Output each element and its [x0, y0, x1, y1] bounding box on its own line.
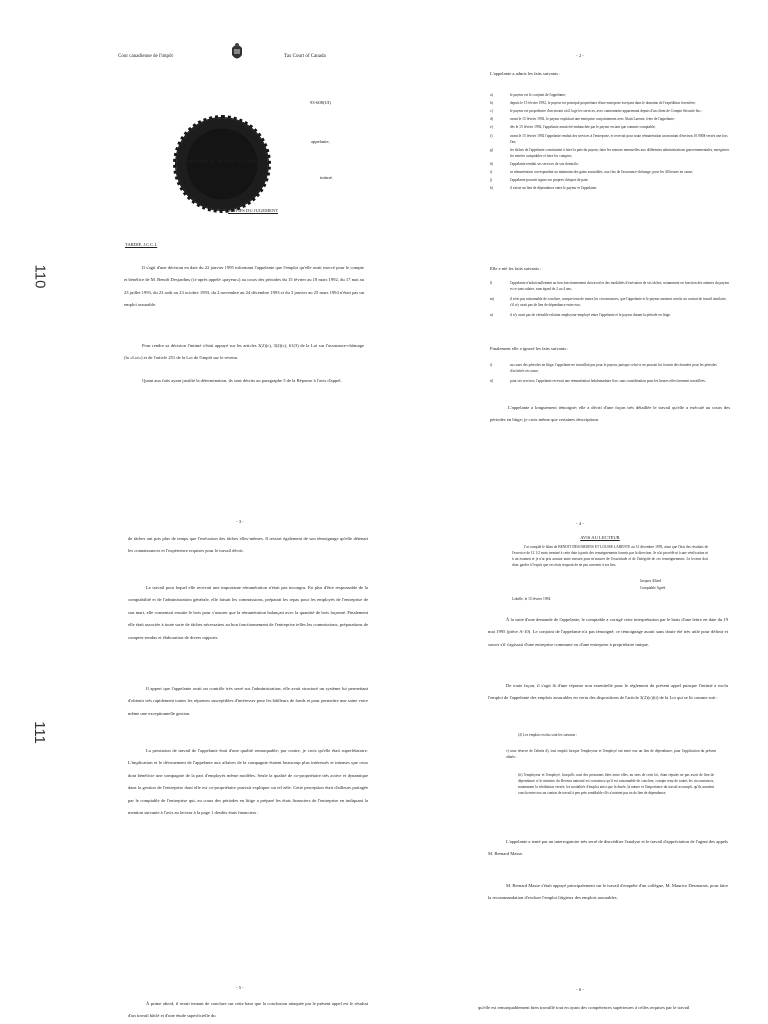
- fact-item: [490, 169, 730, 175]
- file-number: 93-608(UI): [310, 100, 331, 105]
- fact-text: sa rémunération correspondait au minimum des gains assurables, aux fins de l'assurance-chômage, pour les 40 heures en cause;: [510, 170, 693, 175]
- fact-letter: g): [490, 147, 493, 152]
- fact-text: il n'y avait pas de véritable relation employeur-employé entre l'appelante et le payeur durant la période en litige.: [510, 313, 671, 318]
- fact-text: le payeur est propriétaire d'un terrain où il loge les services, avec camionnette appartenant depuis d'un client de Compte Sécurité Inc.;: [510, 109, 703, 114]
- fact-text: dès le 15 février 1992, l'appelante aurait été embauchée par le payeur en tant que commis-comptable;: [510, 125, 656, 130]
- page4-paragraph-4: M. Bernard Masse s'était appuyé principalement sur le travail d'enquête d'un collègue, M. Maurice Desmarais, pour faire la recommandation d'exclure l'emploi litigieux des emplois assurables.: [488, 883, 728, 901]
- law-quote-2: c) sous réserve de l'alinéa d), tout emploi lorsque l'employeur et l'employé ont entre eux un lien de dépendance, pour l'application du présent alinéa :: [506, 749, 716, 760]
- fact-text: le payeur est le conjoint de l'appelante;: [510, 93, 566, 97]
- fact-text: il existe un lien de dépendance entre le payeur et l'appelante.: [510, 186, 598, 191]
- fact-item: [490, 296, 730, 308]
- page3-number: - 3 -: [236, 519, 244, 524]
- fact-text: les tâches de l'appelante consistaient à faire la paie du payeur, faire les remises mensuelles aux différentes administrations gouvernementales, enregistrer les entrées comptables et faire les comptes;: [510, 147, 730, 158]
- fact-text: l'appelante n'aidait nullement au bon fonctionnement du travail et des modalités d'exécution de ses tâches, notamment en fonction des attentes du payeur et ce sans salaire, sans égard de 2 ou 4 ans;: [510, 281, 730, 292]
- page6-paragraph-1: qu'elle est remarquablement bien travaillé tout en ayant des compétences supérieures à celles requises par le travail: [478, 1005, 690, 1010]
- notice-place-date: Labelle, le 15 février 1994.: [512, 597, 552, 601]
- fact-item: [490, 177, 730, 183]
- nied-intro: Elle a nié les faits suivants :: [490, 266, 542, 271]
- fact-text: l'appelante pouvait signer ses propres chèques de paie;: [510, 178, 589, 183]
- judge-name: TARDIF, J.C.C.I.: [125, 242, 158, 247]
- ignored-intro: Finalement elle a ignoré les faits suivants :: [490, 346, 569, 351]
- page4-paragraph-2: De toute façon, il s'agit là d'une réponse non essentielle pour le règlement du présent appel puisque l'intimé a exclu l'emploi de l'appelante des emplois assurables en vertu des dispositions de l'article 3(2)(c)(ii) de la Loi qui se lit comme suit :: [488, 683, 728, 701]
- fact-letter: ii): [490, 379, 494, 384]
- page3-paragraph-2: Le travail pour lequel elle recevait une importante rémunération n'était pas incongru. En plus d'être responsable de la comptabilité et de l'administration générale, elle faisait les commissions, préparait les repas pour les employés de l'entreprise de son mari, elle consentait ensuite le bois pour s'assurer que la rémunération balançait avec la quantité de bois façonné. Finalement elle était associée à toute sorte de tâches nécessaires au bon fonctionnement de l'entreprise telles les commissions, préparations de comptes-rendus et élaboration de divers rapports.: [128, 585, 368, 640]
- fact-text: pour ses services, l'appelante recevait une rémunération hebdomadaire fixe, sans considération pour les heures effectivement travaillées.: [510, 379, 706, 384]
- appellant-name: LOUISE LARENTE,: [206, 121, 246, 126]
- page2-intro: L'appelante a admis les faits suivants :: [490, 71, 561, 76]
- ignored-facts-list: [490, 362, 730, 388]
- notice-title: AVIS AU LECTEUR: [580, 535, 620, 540]
- page2-number: - 2 -: [576, 53, 584, 58]
- fact-letter: m): [490, 297, 494, 302]
- appellant-role: appelante,: [311, 139, 330, 144]
- side-page-number-1: 110: [31, 264, 49, 289]
- fact-text: il n'est pas raisonnable de conclure, compte tenu de toutes les circonstances, que l'appelante et le payeur auraient conclu un contrat de travail similaire, s'il n'y avait pas de lien de dépendance entre eux;: [510, 297, 727, 308]
- side-page-number-2: 111: [30, 721, 48, 744]
- fact-text: avant le 15 février 1992 l'appelante rendait des services à l'entreprise, et recevait pour toute rémunération un montant d'environ 10 000$ versés une fois l'an;: [510, 133, 728, 144]
- fact-letter: b): [490, 101, 493, 106]
- page4-paragraph-3: L'appelante a tenté par un interrogatoire très serré de discréditer l'analyse et le travail d'appréciation de l'agent des appels M. Bernard Masse.: [488, 839, 728, 857]
- page5-number: - 5 -: [236, 985, 244, 990]
- fact-letter: c): [490, 109, 493, 114]
- fact-text: l'appelante rendait ses services de son domicile;: [510, 161, 579, 166]
- notice-signer-title: Comptable Agréé.: [640, 586, 667, 590]
- fact-letter: j): [490, 178, 493, 183]
- court-name-fr: Cour canadienne de l'impôt: [118, 54, 173, 59]
- canada-crest-icon: [229, 42, 245, 62]
- fact-letter: i): [490, 170, 493, 175]
- fact-letter: n): [490, 313, 493, 318]
- fact-item: [490, 133, 730, 145]
- page4-number: - 4 -: [576, 521, 584, 526]
- fact-item: [490, 185, 730, 191]
- fact-text: au cours des périodes en litige, l'appelante ne travaillait pas pour le payeur, puisque celui-ci ne pouvait lui fournir des données pour les périodes d'activités en cause;: [510, 363, 717, 374]
- notice-signer: Jacques Allard: [640, 579, 662, 583]
- fact-text: depuis le 15 février 1992, le payeur est principal propriétaire d'une entreprise exerçant dans le domaine de l'expédition forestière;: [510, 101, 696, 106]
- document-title: MOTIFS DU JUGEMENT: [228, 208, 279, 213]
- versus: c.: [232, 149, 236, 154]
- page1-paragraph-1: Il s'agit d'une décision en date du 22 janvier 1995 informant l'appelante que l'emploi qu'elle avait exercé pour le compte et bénéfice de M. Benoît Desjardins (ci-après appelé «payeur») au cours des périodes du 15 février au 18 mars 1992, du 17 mai au 23 juillet 1993, du 23 août au 23 octobre 1993, du 2 novembre au 24 décembre 1993 et du 3 janvier au 25 mars 1994 n'était pas un emploi assurable.: [124, 265, 364, 308]
- fact-item: [490, 147, 730, 159]
- law-quote-1: (2) Les emplois exclus sont les suivants :: [518, 733, 577, 737]
- fact-letter: f): [490, 133, 493, 138]
- law-quote-3: (ii) l'employeur et l'employé, lorsqu'ils sont des personnes liées entre elles, au sens de cette loi, étant réputés ne pas avoir de lien de dépendance si le ministre du Revenu national est convaincu qu'il est raisonnable de conclure, compte tenu de toutes les circonstances, notamment la rétribution versée, les modalités d'emploi ainsi que la durée, la nature et l'importance du travail accompli, qu'ils auraient conclu entre eux un contrat de travail à peu près semblable s'ils n'avaient pas eu de lien de dépendance;: [518, 773, 714, 796]
- page1-paragraph-3: Quant aux faits ayant justifié la détermination, ils sont décrits au paragraphe 5 de la Réponse à l'avis d'appel.: [142, 378, 342, 383]
- fact-letter: k): [490, 186, 493, 191]
- fact-letter: a): [490, 93, 493, 97]
- fact-letter: d): [490, 117, 493, 122]
- fact-text: avant le 15 février 1992, le payeur exploitait une entreprise conjointement avec Alain Larente, frère de l'appelante;: [510, 117, 675, 122]
- page2-closing: L'appelante a longuement témoigné; elle a décrit d'une façon très détaillée le travail qu'elle a exécuté au cours des périodes en litige; je crois même que certaines descriptions: [490, 405, 730, 423]
- fact-item: [490, 116, 730, 122]
- fact-item: [490, 312, 730, 318]
- nied-facts-list: [490, 280, 730, 323]
- page5-paragraph-1: À prime abord, il serait tentant de conclure sur cette base que la conclusion attaquée par le présent appel est le résultat d'un travail bâclé et d'une étude superficielle du: [128, 1001, 368, 1019]
- fact-letter: h): [490, 161, 493, 166]
- fact-letter: e): [490, 125, 493, 130]
- fact-letter: l): [490, 281, 493, 285]
- page6-number: - 6 -: [576, 987, 584, 992]
- respondent-name: LE MINISTRE DU REVENU NATIONAL,: [180, 159, 262, 164]
- notice-body: J'ai compilé le bilan de BENOIT DESJARDINS ET LOUISE LARENTE au 31 décembre 1993, ainsi que l'état des résultats de l'exercice de 12 1/2 mois terminé à cette date à partir des renseignements fournis par la direction. Je n'ai procédé ni à une vérification ni à un examen et je n'ai pris aucune autre mesure pour m'assurer de l'exactitude et de l'intégrité de ces renseignements. Le lecteur doit donc garder à l'esprit que ces états risquent de ne pas convenir à ses fins.: [512, 545, 708, 568]
- fact-item: [490, 378, 730, 384]
- fact-item: [490, 108, 730, 114]
- fact-item: [490, 280, 730, 292]
- respondent-role: intimé.: [320, 175, 333, 180]
- page3-paragraph-1: de tâches ont pris plus de temps que l'exécution des tâches elles-mêmes. Il ressort également de son témoignage qu'elle détenait les connaissances et l'expérience requises pour le travail décrit.: [128, 536, 368, 554]
- fact-item: [490, 124, 730, 130]
- page1-paragraph-2: Pour rendre sa décision l'intimé s'était appuyé sur les articles 3(2)(c), 3(2)(c), 61(3) de la Loi sur l'assurance-chômage (la «Loi») et de l'article 251 de la Loi de l'impôt sur le revenu.: [124, 343, 364, 361]
- page3-paragraph-3: Il appert que l'appelante avait un contrôle très serré sur l'administration; elle avait structuré un système lui permettant d'obtenir très rapidement toutes les réponses susceptibles d'intéresser pour les bâilleurs de fonds et pour permettre une saine voire même une exceptionnelle gestion.: [128, 686, 368, 716]
- fact-item: [490, 362, 730, 374]
- page4-paragraph-1: À la suite d'une demande de l'appelante, le comptable a corrigé cette interprétation par le biais d'une lettre en date du 19 mai 1995 (pièce A-10). Le conjoint de l'appelante n'a pas témoigné; ce témoignage aurait sans doute été très utile pour définir et savoir s'il s'agissait d'une entreprise commune ou d'une entreprise à propriétaire unique.: [488, 617, 728, 647]
- admitted-facts-list: [490, 92, 730, 193]
- fact-letter: i): [490, 363, 493, 367]
- fact-item: [490, 92, 730, 98]
- court-name-en: Tax Court of Canada: [284, 54, 326, 59]
- fact-item: [490, 161, 730, 167]
- page3-paragraph-4: La prestation de travail de l'appelante était d'une qualité remarquable; par contre, je crois qu'elle était superfétatoire. L'implication et le dévouement de l'appelante aux affaires de la compagnie étaient beaucoup plus intéressés et intenses que ceux dont bénéficie une compagnie de la part d'employés même modèles. Seule la qualité de co-propriétaire très active et dynamique dans la gestion de l'entreprise dont elle est co-propriétaire pouvait expliquer un tel zèle. Cette perception était d'ailleurs partagée par le comptable de l'entreprise qui, au cours des périodes en litige a préparé les états financiers de l'entreprise en indiquant la mention suivante à l'avis au lecteur à la page 1 desdits états financiers :: [128, 748, 368, 815]
- fact-item: [490, 100, 730, 106]
